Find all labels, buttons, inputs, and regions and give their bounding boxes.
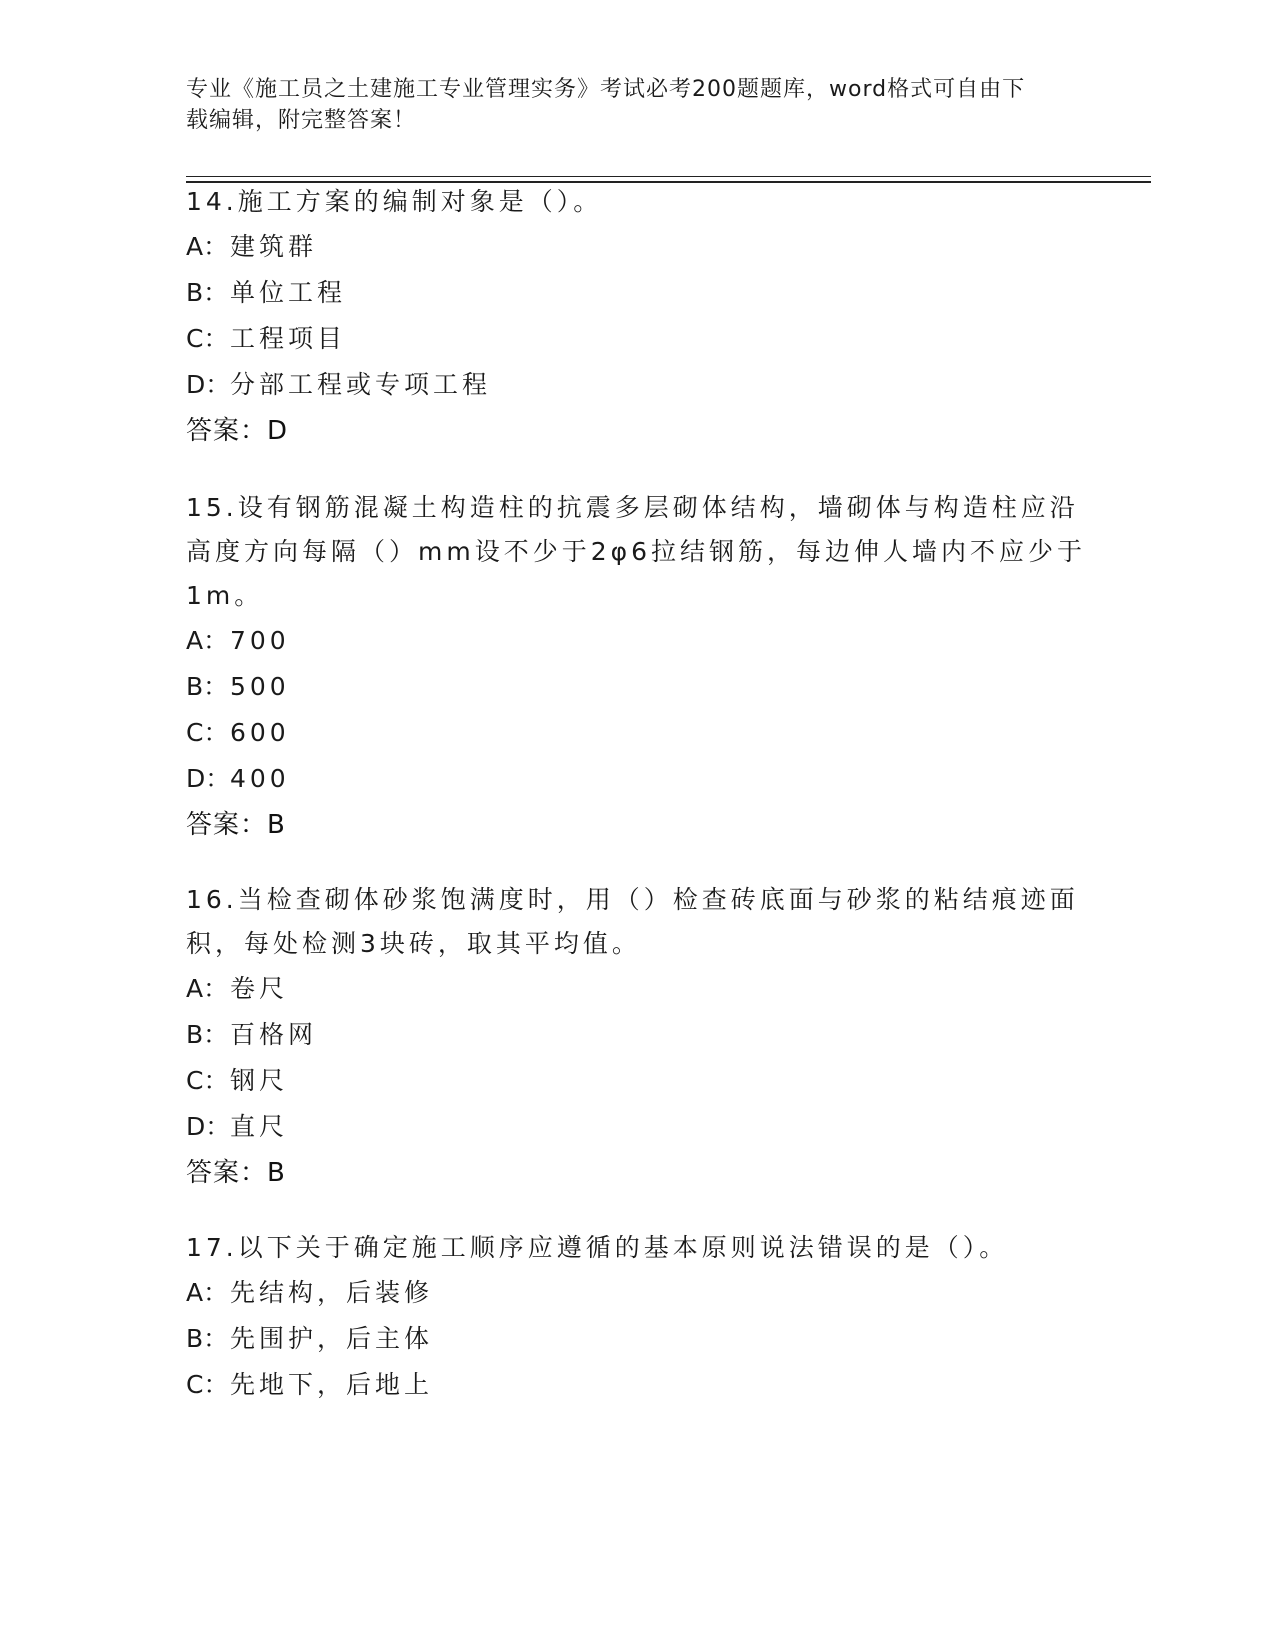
option-c xyxy=(186,1362,1086,1408)
option-text: 分部工程或专项工程 xyxy=(230,370,492,399)
question-17 xyxy=(186,1226,1086,1408)
option-a xyxy=(186,1270,1086,1316)
option-text: 钢尺 xyxy=(230,1066,289,1095)
option-d xyxy=(186,362,1086,408)
option-key: C： xyxy=(186,1370,229,1399)
option-text: 600 xyxy=(230,718,290,747)
option-c xyxy=(186,710,1086,756)
option-key: A： xyxy=(186,974,229,1003)
question-stem xyxy=(186,180,1086,224)
option-a xyxy=(186,224,1086,270)
option-b xyxy=(186,270,1086,316)
question-text: 施工方案的编制对象是（）。 xyxy=(237,187,603,216)
question-16 xyxy=(186,878,1086,1196)
question-text: 设有钢筋混凝土构造柱的抗震多层砌体结构，墙砌体与构造柱应沿高度方向每隔（）mm设不少于2φ6拉结钢筋，每边伸人墙内不应少于1m。 xyxy=(186,493,1087,610)
option-key: A： xyxy=(186,1278,229,1307)
question-number: 15. xyxy=(186,493,238,522)
option-a xyxy=(186,966,1086,1012)
question-stem xyxy=(186,1226,1086,1270)
option-key: D： xyxy=(186,370,231,399)
option-text: 先结构，后装修 xyxy=(230,1278,434,1307)
option-key: B： xyxy=(186,672,229,701)
option-text: 400 xyxy=(230,764,290,793)
question-number: 16. xyxy=(186,885,238,914)
option-text: 直尺 xyxy=(230,1112,289,1141)
option-text: 建筑群 xyxy=(230,232,318,261)
option-key: B： xyxy=(186,278,229,307)
question-stem xyxy=(186,486,1086,618)
document-page xyxy=(186,0,1151,1650)
question-number: 17. xyxy=(186,1233,238,1262)
option-c xyxy=(186,1058,1086,1104)
option-b xyxy=(186,664,1086,710)
question-text: 以下关于确定施工顺序应遵循的基本原则说法错误的是（）。 xyxy=(237,1233,1009,1262)
question-14 xyxy=(186,180,1086,454)
option-text: 百格网 xyxy=(230,1020,318,1049)
header-rule-thin xyxy=(186,176,1151,177)
option-c xyxy=(186,316,1086,362)
option-a xyxy=(186,618,1086,664)
option-text: 工程项目 xyxy=(230,324,347,353)
option-key: C： xyxy=(186,718,229,747)
question-text: 当检查砌体砂浆饱满度时，用（）检查砖底面与砂浆的粘结痕迹面积，每处检测3块砖，取其平均值。 xyxy=(186,885,1079,958)
option-d xyxy=(186,756,1086,802)
option-b xyxy=(186,1012,1086,1058)
question-15 xyxy=(186,486,1086,848)
option-text: 单位工程 xyxy=(230,278,347,307)
option-key: A： xyxy=(186,626,229,655)
option-key: C： xyxy=(186,1066,229,1095)
option-key: D： xyxy=(186,1112,231,1141)
option-text: 700 xyxy=(230,626,290,655)
option-b xyxy=(186,1316,1086,1362)
answer: 答案：D xyxy=(186,416,289,446)
option-text: 卷尺 xyxy=(230,974,289,1003)
option-text: 先地下，后地上 xyxy=(230,1370,434,1399)
option-key: A： xyxy=(186,232,229,261)
answer: 答案：B xyxy=(186,1158,286,1188)
option-text: 500 xyxy=(230,672,290,701)
option-d xyxy=(186,1104,1086,1150)
option-key: C： xyxy=(186,324,229,353)
document-header: 专业《施工员之土建施工专业管理实务》考试必考200题题库，word格式可自由下载编辑，附完整答案！ xyxy=(186,77,1026,133)
question-number: 14. xyxy=(186,187,238,216)
option-key: B： xyxy=(186,1020,229,1049)
option-key: B： xyxy=(186,1324,229,1353)
answer: 答案：B xyxy=(186,810,286,840)
option-key: D： xyxy=(186,764,231,793)
option-text: 先围护，后主体 xyxy=(230,1324,434,1353)
question-stem xyxy=(186,878,1086,966)
